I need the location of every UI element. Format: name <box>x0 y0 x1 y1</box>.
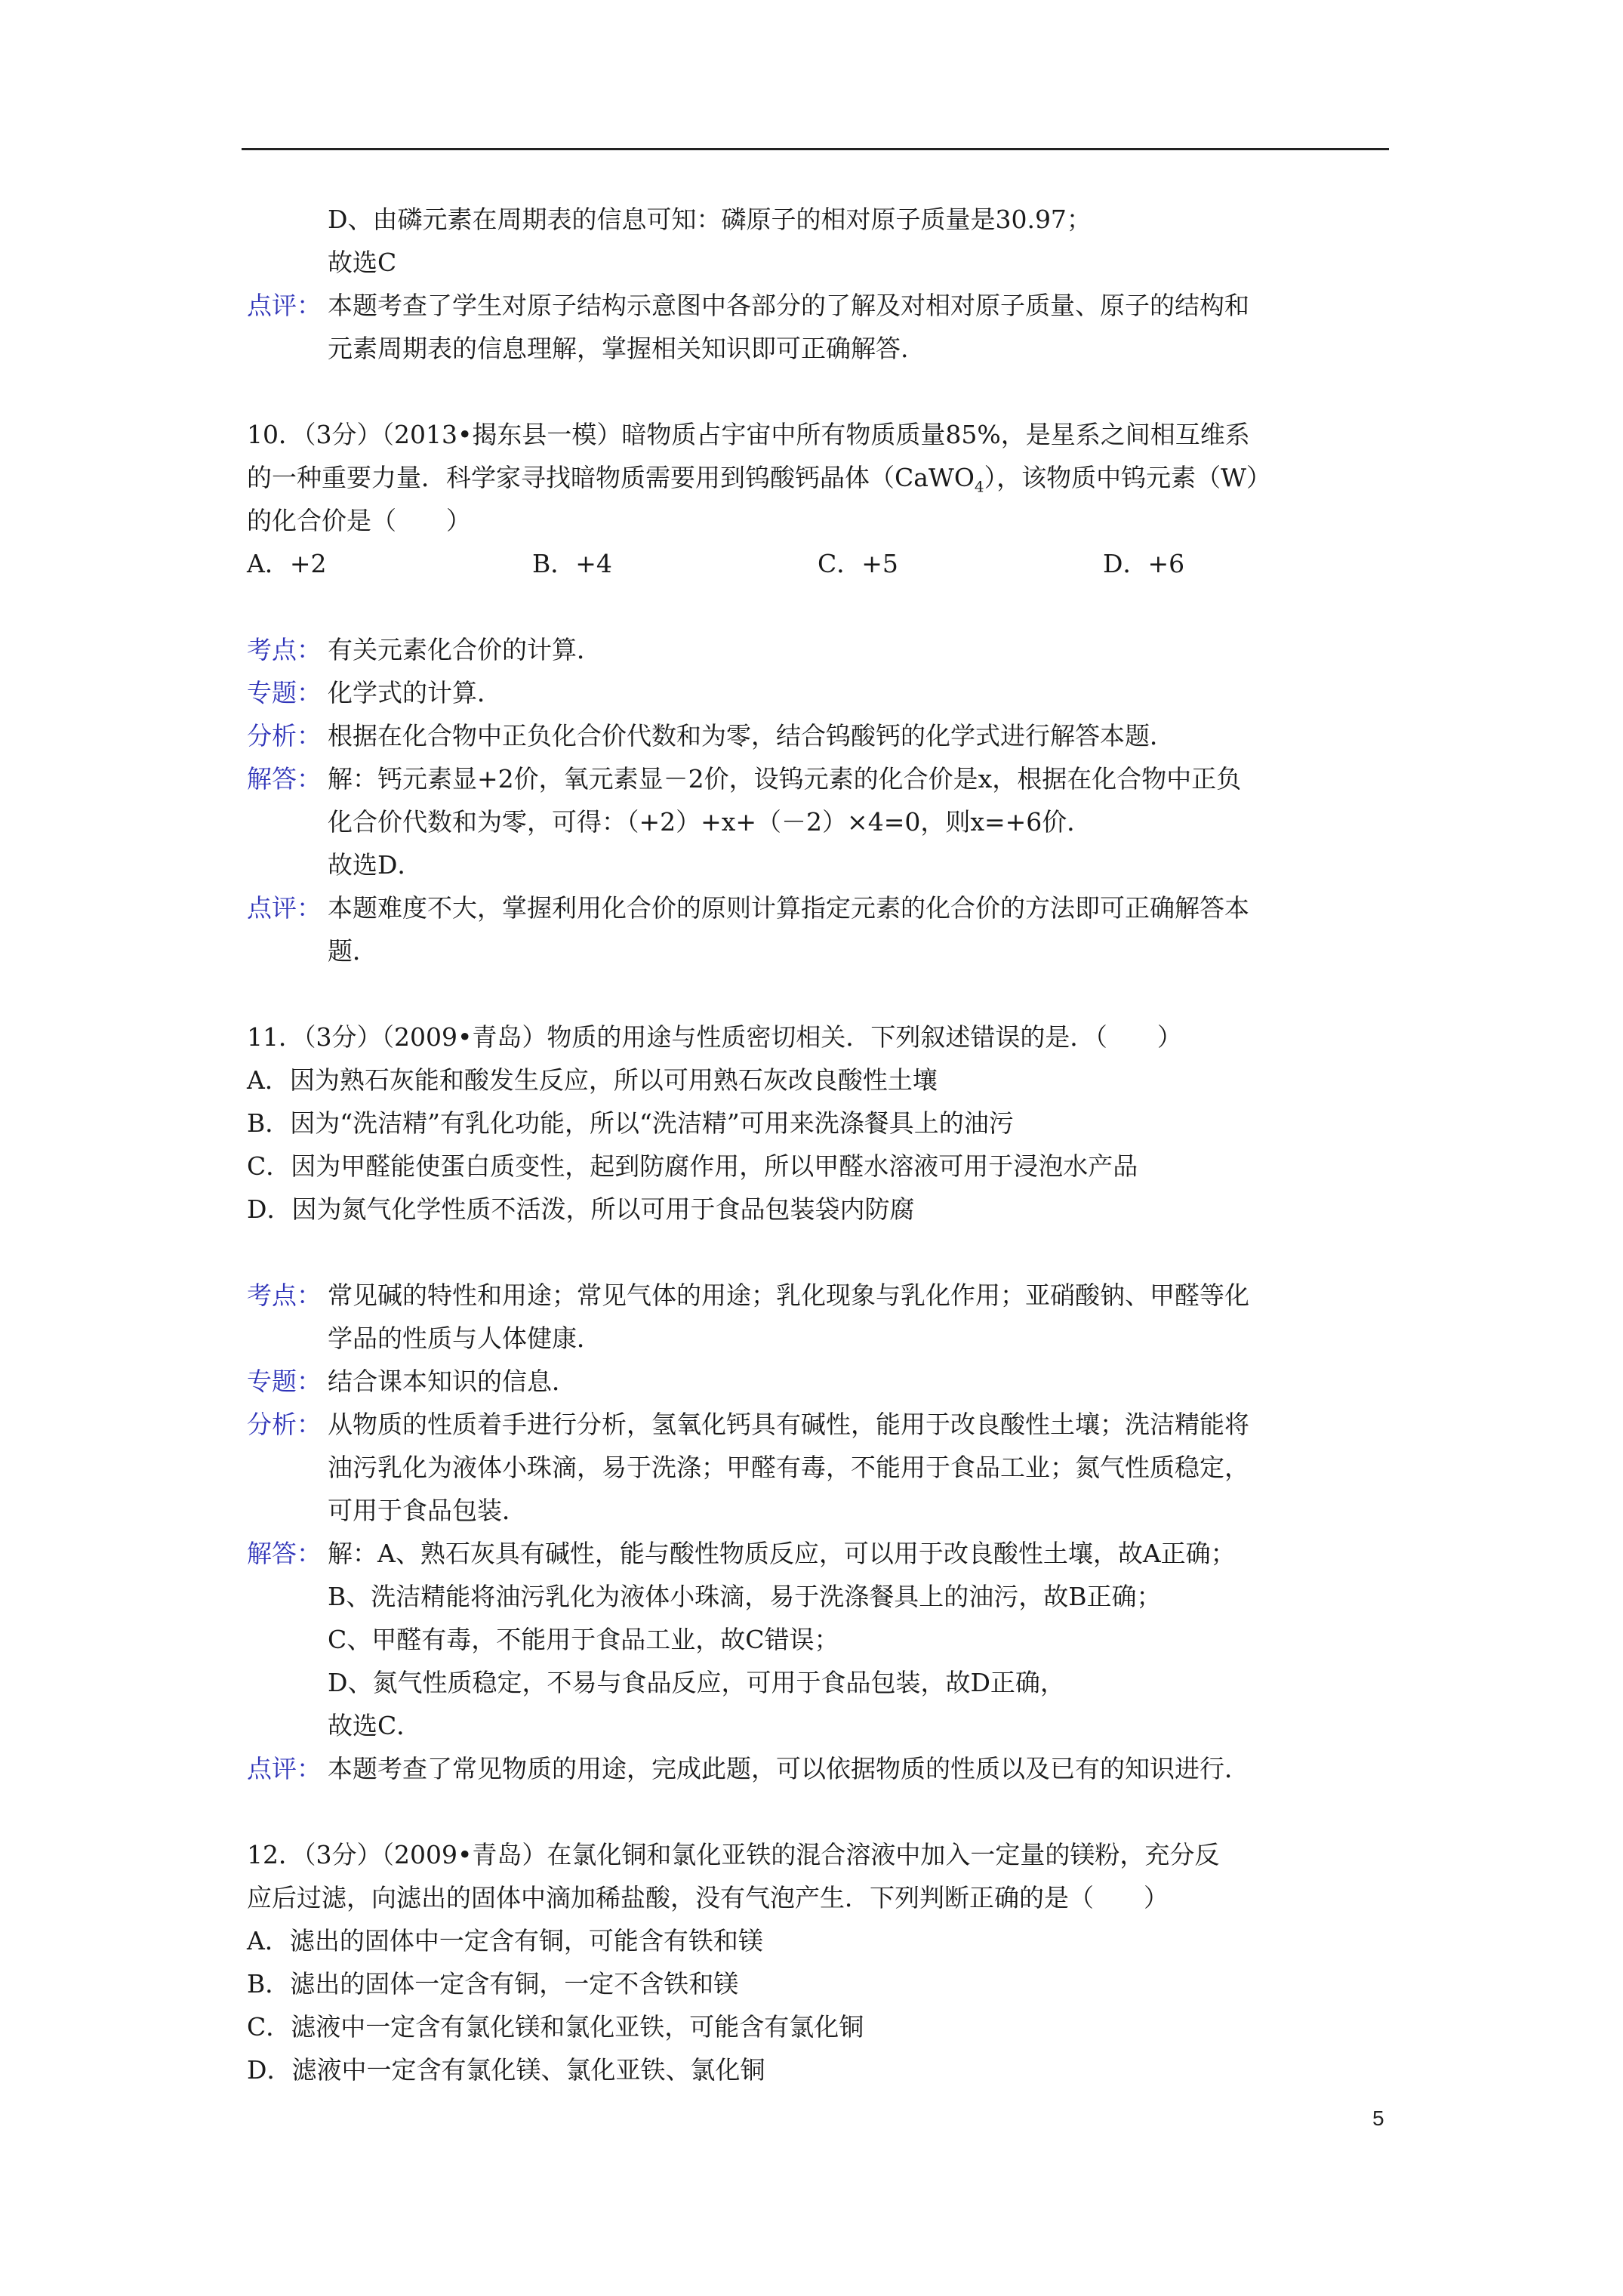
prev-line-2: 故选C <box>328 248 397 277</box>
zhuanti-label: 专题： <box>247 678 322 707</box>
q10-jieda-line-1: 解答： 解：钙元素显+2价，氧元素显－2价，设钨元素的化合价是x，根据在化合物中正负 <box>247 757 1390 800</box>
q11-fenxi-line-1: 分析： 从物质的性质着手进行分析，氢氧化钙具有碱性，能用于改良酸性土壤；洗洁精能将 <box>247 1403 1390 1446</box>
comment-label: 点评： <box>247 291 322 320</box>
q11-stem: 11．（3分）（2009•青岛）物质的用途与性质密切相关．下列叙述错误的是．（ ） <box>247 1022 1182 1052</box>
q12-stem-line-1: 12．（3分）（2009•青岛）在氯化铜和氯化亚铁的混合溶液中加入一定量的镁粉，充分反 <box>247 1840 1220 1869</box>
q11-jieda-line-1: 解答： 解：A、熟石灰具有碱性，能与酸性物质反应，可以用于改良酸性土壤，故A正确； <box>247 1532 1390 1575</box>
q11-jieda-line-3: C、甲醛有毒，不能用于食品工业，故C错误； <box>328 1625 839 1654</box>
fenxi-label: 分析： <box>247 1410 322 1439</box>
prev-comment-line-2: 元素周期表的信息理解，掌握相关知识即可正确解答. <box>328 334 909 363</box>
q10-dianping-line-1: 点评： 本题难度不大，掌握利用化合价的原则计算指定元素的化合价的方法即可正确解答本 <box>247 886 1390 929</box>
q12-option-d: D．滤液中一定含有氯化镁、氯化亚铁、氯化铜 <box>247 2055 765 2085</box>
fenxi-label: 分析： <box>247 721 322 750</box>
q12-option-c: C．滤液中一定含有氯化镁和氯化亚铁，可能含有氯化铜 <box>247 2012 864 2042</box>
q10-jieda-line-3: 故选D． <box>328 850 423 880</box>
q11-option-b: B．因为“洗洁精”有乳化功能，所以“洗洁精”可用来洗涤餐具上的油污 <box>247 1108 1014 1138</box>
jieda-label: 解答： <box>247 1539 322 1568</box>
q11-kaodian-line-2: 学品的性质与人体健康． <box>328 1324 602 1353</box>
kaodian-label: 考点： <box>247 1281 322 1310</box>
header-rule <box>242 148 1389 150</box>
q10-dianping-line-2: 题． <box>328 936 377 966</box>
dianping-label: 点评： <box>247 1754 322 1783</box>
page-content <box>247 198 1390 2091</box>
q11-fenxi-line-3: 可用于食品包装． <box>328 1496 527 1525</box>
q10-kaodian: 考点： 有关元素化合价的计算． <box>247 628 1390 671</box>
q11-jieda-line-4: D、氮气性质稳定，不易与食品反应，可用于食品包装，故D正确， <box>328 1668 1065 1697</box>
q11-option-a: A．因为熟石灰能和酸发生反应，所以可用熟石灰改良酸性土壤 <box>247 1065 938 1095</box>
prev-comment-line-1: 点评： 本题考查了学生对原子结构示意图中各部分的了解及对相对原子质量、原子的结构和 <box>247 284 1390 327</box>
q11-option-d: D．因为氮气化学性质不活泼，所以可用于食品包装袋内防腐 <box>247 1194 915 1224</box>
zhuanti-label: 专题： <box>247 1367 322 1396</box>
q10-option-a: A．+2 <box>247 549 327 578</box>
q11-fenxi-line-2: 油污乳化为液体小珠滴，易于洗涤；甲醛有毒，不能用于食品工业；氮气性质稳定， <box>328 1453 1249 1482</box>
q10-option-b: B．+4 <box>532 549 612 578</box>
q10-fenxi: 分析： 根据在化合物中正负化合价代数和为零，结合钨酸钙的化学式进行解答本题． <box>247 714 1390 757</box>
q12-option-b: B．滤出的固体一定含有铜，一定不含铁和镁 <box>247 1969 739 1999</box>
prev-line-1: D、由磷元素在周期表的信息可知：磷原子的相对原子质量是30.97； <box>328 205 1092 234</box>
q11-kaodian-line-1: 考点： 常见碱的特性和用途；常见气体的用途；乳化现象与乳化作用；亚硝酸钠、甲醛等化 <box>247 1274 1390 1317</box>
jieda-label: 解答： <box>247 764 322 794</box>
q10-jieda-line-2: 化合价代数和为零，可得：（+2）+x+（－2）×4=0，则x=+6价． <box>328 807 1092 837</box>
q11-dianping: 点评： 本题考查了常见物质的用途，完成此题，可以依据物质的性质以及已有的知识进行． <box>247 1747 1390 1790</box>
kaodian-label: 考点： <box>247 635 322 664</box>
q10-option-c: C．+5 <box>818 549 898 578</box>
q10-options <box>247 542 1390 585</box>
q12-option-a: A．滤出的固体中一定含有铜，可能含有铁和镁 <box>247 1926 763 1955</box>
q11-zhuanti: 专题： 结合课本知识的信息． <box>247 1360 1390 1403</box>
dianping-label: 点评： <box>247 893 322 923</box>
q10-option-d: D．+6 <box>1103 549 1185 578</box>
q10-zhuanti: 专题： 化学式的计算． <box>247 671 1390 714</box>
q12-stem-line-2: 应后过滤，向滤出的固体中滴加稀盐酸，没有气泡产生．下列判断正确的是（ ） <box>247 1883 1169 1912</box>
q10-stem-line-3: 的化合价是（ ） <box>247 506 471 535</box>
page-number: 5 <box>1372 2106 1384 2130</box>
q11-jieda-line-2: B、洗洁精能将油污乳化为液体小珠滴，易于洗涤餐具上的油污，故B正确； <box>328 1582 1162 1611</box>
q11-jieda-line-5: 故选C． <box>328 1711 422 1740</box>
q10-stem-line-2: 的一种重要力量．科学家寻找暗物质需要用到钨酸钙晶体（CaWO$_4$），该物质中钨元素（W） <box>247 463 1272 496</box>
q11-option-c: C．因为甲醛能使蛋白质变性，起到防腐作用，所以甲醛水溶液可用于浸泡水产品 <box>247 1151 1138 1181</box>
q10-stem-line-1: 10．（3分）（2013•揭东县一模）暗物质占宇宙中所有物质质量85%，是星系之间相互维系 <box>247 420 1250 449</box>
